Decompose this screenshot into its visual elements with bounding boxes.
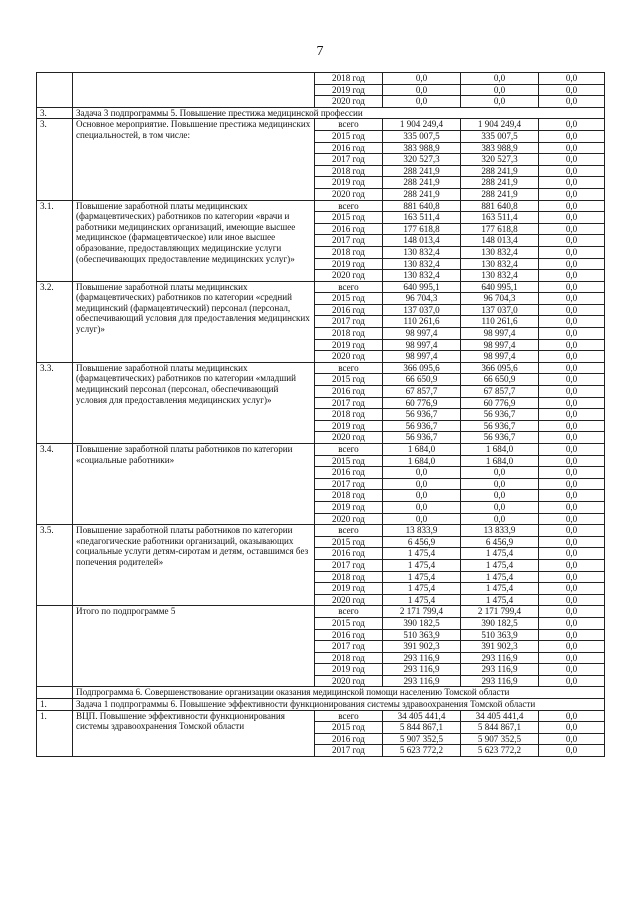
budget-value-cell: 391 902,3 — [461, 641, 539, 653]
year-cell: 2020 год — [315, 675, 383, 687]
budget-value-cell: 130 832,4 — [461, 270, 539, 282]
budget-value-cell: 320 527,3 — [461, 154, 539, 166]
other-value-cell: 0,0 — [539, 281, 605, 293]
other-value-cell: 0,0 — [539, 490, 605, 502]
total-value-cell: 96 704,3 — [383, 293, 461, 305]
year-cell: всего — [315, 281, 383, 293]
year-cell: 2017 год — [315, 316, 383, 328]
total-value-cell: 288 241,9 — [383, 165, 461, 177]
year-cell: всего — [315, 362, 383, 374]
total-value-cell: 137 037,0 — [383, 304, 461, 316]
other-value-cell: 0,0 — [539, 304, 605, 316]
total-value-cell: 0,0 — [383, 513, 461, 525]
other-value-cell: 0,0 — [539, 722, 605, 734]
year-cell: всего — [315, 200, 383, 212]
year-cell: 2016 год — [315, 467, 383, 479]
budget-value-cell: 56 936,7 — [461, 432, 539, 444]
budget-value-cell: 0,0 — [461, 501, 539, 513]
year-cell: 2018 год — [315, 328, 383, 340]
other-value-cell: 0,0 — [539, 362, 605, 374]
item-name: ВЦП. Повышение эффективности функционирования системы здравоохранения Томской области — [73, 710, 315, 756]
budget-value-cell: 0,0 — [461, 513, 539, 525]
other-value-cell: 0,0 — [539, 339, 605, 351]
year-cell: 2020 год — [315, 432, 383, 444]
table-row — [37, 525, 605, 537]
other-value-cell: 0,0 — [539, 571, 605, 583]
other-value-cell: 0,0 — [539, 629, 605, 641]
budget-value-cell: 5 907 352,5 — [461, 733, 539, 745]
total-value-cell: 148 013,4 — [383, 235, 461, 247]
total-value-cell: 0,0 — [383, 73, 461, 85]
other-value-cell: 0,0 — [539, 559, 605, 571]
other-value-cell: 0,0 — [539, 386, 605, 398]
table-row — [37, 73, 605, 85]
year-cell: 2018 год — [315, 73, 383, 85]
budget-value-cell: 288 241,9 — [461, 188, 539, 200]
budget-value-cell: 163 511,4 — [461, 212, 539, 224]
other-value-cell: 0,0 — [539, 467, 605, 479]
year-cell: 2018 год — [315, 571, 383, 583]
other-value-cell: 0,0 — [539, 188, 605, 200]
total-value-cell: 5 623 772,2 — [383, 745, 461, 757]
other-value-cell: 0,0 — [539, 96, 605, 108]
year-cell: 2018 год — [315, 652, 383, 664]
item-name: Итого по подпрограмме 5 — [73, 606, 315, 687]
total-value-cell: 293 116,9 — [383, 675, 461, 687]
other-value-cell: 0,0 — [539, 444, 605, 456]
item-number: 3.4. — [37, 444, 73, 525]
budget-value-cell: 1 684,0 — [461, 455, 539, 467]
total-value-cell: 130 832,4 — [383, 258, 461, 270]
total-value-cell: 34 405 441,4 — [383, 710, 461, 722]
budget-value-cell: 510 363,9 — [461, 629, 539, 641]
total-value-cell: 881 640,8 — [383, 200, 461, 212]
total-value-cell: 98 997,4 — [383, 351, 461, 363]
item-number — [37, 73, 73, 108]
total-value-cell: 98 997,4 — [383, 339, 461, 351]
year-cell: 2019 год — [315, 664, 383, 676]
year-cell: всего — [315, 525, 383, 537]
other-value-cell: 0,0 — [539, 548, 605, 560]
year-cell: 2016 год — [315, 548, 383, 560]
other-value-cell: 0,0 — [539, 165, 605, 177]
budget-value-cell: 0,0 — [461, 73, 539, 85]
other-value-cell: 0,0 — [539, 142, 605, 154]
other-value-cell: 0,0 — [539, 525, 605, 537]
year-cell: 2016 год — [315, 304, 383, 316]
total-value-cell: 1 475,4 — [383, 559, 461, 571]
budget-value-cell: 293 116,9 — [461, 664, 539, 676]
subprogram-title: Подпрограмма 6. Совершенствование организации оказания медицинской помощи населению Томской области — [73, 687, 605, 699]
year-cell: 2019 год — [315, 177, 383, 189]
other-value-cell: 0,0 — [539, 119, 605, 131]
year-cell: 2017 год — [315, 745, 383, 757]
task-row — [37, 699, 605, 711]
item-name — [73, 73, 315, 108]
year-cell: 2016 год — [315, 223, 383, 235]
total-value-cell: 56 936,7 — [383, 420, 461, 432]
budget-value-cell: 130 832,4 — [461, 258, 539, 270]
year-cell: 2018 год — [315, 409, 383, 421]
item-number: 3.5. — [37, 525, 73, 606]
other-value-cell: 0,0 — [539, 478, 605, 490]
budget-value-cell: 288 241,9 — [461, 177, 539, 189]
total-value-cell: 1 475,4 — [383, 571, 461, 583]
year-cell: 2020 год — [315, 513, 383, 525]
year-cell: 2020 год — [315, 96, 383, 108]
year-cell: 2017 год — [315, 559, 383, 571]
other-value-cell: 0,0 — [539, 745, 605, 757]
budget-value-cell: 1 475,4 — [461, 571, 539, 583]
total-value-cell: 110 261,6 — [383, 316, 461, 328]
budget-value-cell: 5 844 867,1 — [461, 722, 539, 734]
total-value-cell: 1 904 249,4 — [383, 119, 461, 131]
table-body — [37, 73, 605, 757]
other-value-cell: 0,0 — [539, 328, 605, 340]
total-value-cell: 0,0 — [383, 467, 461, 479]
budget-table — [36, 72, 605, 757]
budget-value-cell: 390 182,5 — [461, 617, 539, 629]
budget-value-cell: 288 241,9 — [461, 165, 539, 177]
item-name: Повышение заработной платы медицинских (фармацевтических) работников по категории «младший медицинский персонал (персонал, обеспечивающий условия для предоставления медицинских услуг)» — [73, 362, 315, 443]
item-number: 3.2. — [37, 281, 73, 362]
year-cell: 2020 год — [315, 594, 383, 606]
other-value-cell: 0,0 — [539, 374, 605, 386]
other-value-cell: 0,0 — [539, 293, 605, 305]
year-cell: 2016 год — [315, 629, 383, 641]
total-value-cell: 98 997,4 — [383, 328, 461, 340]
year-cell: 2017 год — [315, 478, 383, 490]
item-number: 3.3. — [37, 362, 73, 443]
other-value-cell: 0,0 — [539, 84, 605, 96]
item-name: Повышение заработной платы работников по категории «социальные работники» — [73, 444, 315, 525]
other-value-cell: 0,0 — [539, 710, 605, 722]
budget-value-cell: 293 116,9 — [461, 675, 539, 687]
budget-value-cell: 335 007,5 — [461, 130, 539, 142]
table-row — [37, 119, 605, 131]
total-value-cell: 383 988,9 — [383, 142, 461, 154]
year-cell: 2015 год — [315, 536, 383, 548]
other-value-cell: 0,0 — [539, 409, 605, 421]
other-value-cell: 0,0 — [539, 594, 605, 606]
budget-value-cell: 6 456,9 — [461, 536, 539, 548]
total-value-cell: 0,0 — [383, 478, 461, 490]
other-value-cell: 0,0 — [539, 606, 605, 618]
other-value-cell: 0,0 — [539, 675, 605, 687]
budget-value-cell: 56 936,7 — [461, 409, 539, 421]
subprogram-row — [37, 687, 605, 699]
year-cell: 2019 год — [315, 583, 383, 595]
total-value-cell: 0,0 — [383, 501, 461, 513]
total-value-cell: 640 995,1 — [383, 281, 461, 293]
budget-value-cell: 5 623 772,2 — [461, 745, 539, 757]
table-row — [37, 606, 605, 618]
budget-value-cell: 293 116,9 — [461, 652, 539, 664]
year-cell: 2017 год — [315, 154, 383, 166]
other-value-cell: 0,0 — [539, 212, 605, 224]
other-value-cell: 0,0 — [539, 664, 605, 676]
table-row — [37, 281, 605, 293]
total-value-cell: 177 618,8 — [383, 223, 461, 235]
year-cell: 2015 год — [315, 722, 383, 734]
year-cell: 2020 год — [315, 351, 383, 363]
other-value-cell: 0,0 — [539, 177, 605, 189]
total-value-cell: 163 511,4 — [383, 212, 461, 224]
task-title: Задача 1 подпрограммы 6. Повышение эффективности функционирования системы здравоохранения Томской области — [73, 699, 605, 711]
year-cell: 2018 год — [315, 246, 383, 258]
year-cell: 2017 год — [315, 641, 383, 653]
budget-value-cell: 640 995,1 — [461, 281, 539, 293]
other-value-cell: 0,0 — [539, 432, 605, 444]
budget-value-cell: 1 475,4 — [461, 559, 539, 571]
item-name: Повышение заработной платы медицинских (фармацевтических) работников по категории «врачи и работники медицинских организаций, имеющие высшее медицинское (фармацевтическое) или иное высшее образование, предоставляющих медицинские услуги (обеспечивающих предоставление медицинских услуг)» — [73, 200, 315, 281]
year-cell: 2015 год — [315, 212, 383, 224]
total-value-cell: 0,0 — [383, 84, 461, 96]
total-value-cell: 130 832,4 — [383, 246, 461, 258]
budget-value-cell: 0,0 — [461, 478, 539, 490]
year-cell: 2016 год — [315, 386, 383, 398]
total-value-cell: 6 456,9 — [383, 536, 461, 548]
budget-value-cell: 98 997,4 — [461, 339, 539, 351]
other-value-cell: 0,0 — [539, 200, 605, 212]
item-number: 3.1. — [37, 200, 73, 281]
budget-value-cell: 130 832,4 — [461, 246, 539, 258]
budget-value-cell: 383 988,9 — [461, 142, 539, 154]
total-value-cell: 390 182,5 — [383, 617, 461, 629]
budget-value-cell: 0,0 — [461, 96, 539, 108]
total-value-cell: 56 936,7 — [383, 432, 461, 444]
year-cell: всего — [315, 606, 383, 618]
other-value-cell: 0,0 — [539, 351, 605, 363]
year-cell: 2017 год — [315, 397, 383, 409]
task-row — [37, 107, 605, 119]
item-number — [37, 606, 73, 687]
total-value-cell: 293 116,9 — [383, 652, 461, 664]
budget-value-cell: 110 261,6 — [461, 316, 539, 328]
budget-value-cell: 0,0 — [461, 84, 539, 96]
page-number: 7 — [316, 44, 324, 59]
year-cell: 2016 год — [315, 733, 383, 745]
other-value-cell: 0,0 — [539, 641, 605, 653]
other-value-cell: 0,0 — [539, 617, 605, 629]
total-value-cell: 130 832,4 — [383, 270, 461, 282]
budget-value-cell: 34 405 441,4 — [461, 710, 539, 722]
other-value-cell: 0,0 — [539, 223, 605, 235]
other-value-cell: 0,0 — [539, 235, 605, 247]
other-value-cell: 0,0 — [539, 397, 605, 409]
year-cell: 2015 год — [315, 617, 383, 629]
year-cell: 2015 год — [315, 130, 383, 142]
year-cell: всего — [315, 444, 383, 456]
total-value-cell: 66 650,9 — [383, 374, 461, 386]
task-title: Задача 3 подпрограммы 5. Повышение престижа медицинской профессии — [73, 107, 605, 119]
total-value-cell: 0,0 — [383, 490, 461, 502]
budget-value-cell: 96 704,3 — [461, 293, 539, 305]
budget-value-cell: 98 997,4 — [461, 351, 539, 363]
budget-value-cell: 67 857,7 — [461, 386, 539, 398]
year-cell: 2019 год — [315, 258, 383, 270]
budget-value-cell: 137 037,0 — [461, 304, 539, 316]
budget-value-cell: 0,0 — [461, 490, 539, 502]
other-value-cell: 0,0 — [539, 652, 605, 664]
budget-value-cell: 98 997,4 — [461, 328, 539, 340]
year-cell: 2017 год — [315, 235, 383, 247]
item-number: 3. — [37, 119, 73, 200]
budget-value-cell: 148 013,4 — [461, 235, 539, 247]
task-number: 1. — [37, 699, 73, 711]
total-value-cell: 5 844 867,1 — [383, 722, 461, 734]
budget-value-cell: 1 904 249,4 — [461, 119, 539, 131]
other-value-cell: 0,0 — [539, 583, 605, 595]
other-value-cell: 0,0 — [539, 455, 605, 467]
total-value-cell: 335 007,5 — [383, 130, 461, 142]
item-name: Повышение заработной платы медицинских (фармацевтических) работников по категории «средний медицинский (фармацевтический) персонал (персонал, обеспечивающий условия для предоставления медицинских услуг)» — [73, 281, 315, 362]
other-value-cell: 0,0 — [539, 154, 605, 166]
year-cell: 2015 год — [315, 293, 383, 305]
total-value-cell: 293 116,9 — [383, 664, 461, 676]
budget-value-cell: 2 171 799,4 — [461, 606, 539, 618]
total-value-cell: 5 907 352,5 — [383, 733, 461, 745]
total-value-cell: 1 475,4 — [383, 583, 461, 595]
item-name: Повышение заработной платы работников по категории «педагогические работники организаций, оказывающих социальные услуги детям-сиротам и детям, оставшимся без попечения родителей» — [73, 525, 315, 606]
total-value-cell: 0,0 — [383, 96, 461, 108]
total-value-cell: 1 684,0 — [383, 444, 461, 456]
table-row — [37, 444, 605, 456]
year-cell: 2015 год — [315, 455, 383, 467]
total-value-cell: 510 363,9 — [383, 629, 461, 641]
budget-value-cell: 366 095,6 — [461, 362, 539, 374]
other-value-cell: 0,0 — [539, 246, 605, 258]
other-value-cell: 0,0 — [539, 536, 605, 548]
total-value-cell: 1 475,4 — [383, 594, 461, 606]
other-value-cell: 0,0 — [539, 73, 605, 85]
year-cell: 2018 год — [315, 490, 383, 502]
total-value-cell: 60 776,9 — [383, 397, 461, 409]
total-value-cell: 288 241,9 — [383, 177, 461, 189]
budget-value-cell: 56 936,7 — [461, 420, 539, 432]
total-value-cell: 67 857,7 — [383, 386, 461, 398]
budget-value-cell: 1 475,4 — [461, 594, 539, 606]
table-row — [37, 710, 605, 722]
task-number: 3. — [37, 107, 73, 119]
item-number: 1. — [37, 710, 73, 756]
budget-value-cell: 66 650,9 — [461, 374, 539, 386]
budget-value-cell: 13 833,9 — [461, 525, 539, 537]
other-value-cell: 0,0 — [539, 316, 605, 328]
total-value-cell: 366 095,6 — [383, 362, 461, 374]
year-cell: всего — [315, 119, 383, 131]
budget-value-cell: 60 776,9 — [461, 397, 539, 409]
total-value-cell: 56 936,7 — [383, 409, 461, 421]
total-value-cell: 1 475,4 — [383, 548, 461, 560]
year-cell: 2020 год — [315, 188, 383, 200]
year-cell: 2019 год — [315, 339, 383, 351]
year-cell: 2019 год — [315, 501, 383, 513]
other-value-cell: 0,0 — [539, 258, 605, 270]
year-cell: всего — [315, 710, 383, 722]
other-value-cell: 0,0 — [539, 733, 605, 745]
year-cell: 2015 год — [315, 374, 383, 386]
total-value-cell: 1 684,0 — [383, 455, 461, 467]
budget-value-cell: 1 475,4 — [461, 548, 539, 560]
other-value-cell: 0,0 — [539, 130, 605, 142]
budget-value-cell: 1 475,4 — [461, 583, 539, 595]
budget-value-cell: 177 618,8 — [461, 223, 539, 235]
total-value-cell: 391 902,3 — [383, 641, 461, 653]
other-value-cell: 0,0 — [539, 420, 605, 432]
total-value-cell: 288 241,9 — [383, 188, 461, 200]
year-cell: 2016 год — [315, 142, 383, 154]
table-row — [37, 200, 605, 212]
budget-value-cell: 881 640,8 — [461, 200, 539, 212]
item-name: Основное мероприятие. Повышение престижа медицинских специальностей, в том числе: — [73, 119, 315, 200]
total-value-cell: 13 833,9 — [383, 525, 461, 537]
item-number — [37, 687, 73, 699]
budget-value-cell: 0,0 — [461, 467, 539, 479]
other-value-cell: 0,0 — [539, 513, 605, 525]
other-value-cell: 0,0 — [539, 501, 605, 513]
total-value-cell: 320 527,3 — [383, 154, 461, 166]
year-cell: 2019 год — [315, 420, 383, 432]
year-cell: 2019 год — [315, 84, 383, 96]
year-cell: 2020 год — [315, 270, 383, 282]
table-row — [37, 362, 605, 374]
other-value-cell: 0,0 — [539, 270, 605, 282]
budget-value-cell: 1 684,0 — [461, 444, 539, 456]
year-cell: 2018 год — [315, 165, 383, 177]
total-value-cell: 2 171 799,4 — [383, 606, 461, 618]
